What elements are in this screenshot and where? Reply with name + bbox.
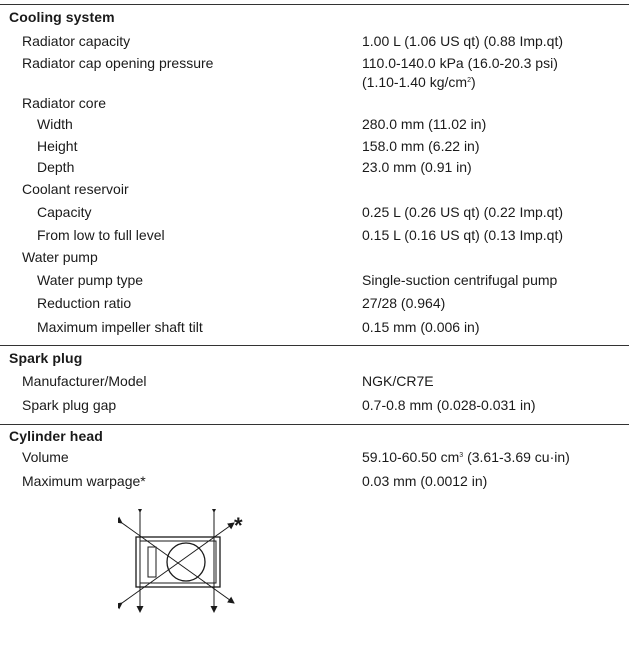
label-radiator-core: Radiator core (22, 95, 107, 111)
label-spark-plug-gap: Spark plug gap (22, 397, 117, 413)
value-reduction-ratio: 27/28 (0.964) (362, 295, 446, 311)
label-core-height: Height (37, 138, 78, 154)
value-cap-pressure: 110.0-140.0 kPa (16.0-20.3 psi) (362, 55, 558, 71)
value-manufacturer-model: NGK/CR7E (362, 373, 434, 389)
label-volume: Volume (22, 449, 69, 465)
warpage-asterisk: * (234, 513, 243, 538)
value-core-depth: 23.0 mm (0.91 in) (362, 159, 472, 175)
section-title-cooling: Cooling system (9, 9, 115, 25)
label-reduction-ratio: Reduction ratio (37, 295, 132, 311)
label-pump-type: Water pump type (37, 272, 144, 288)
label-reservoir-capacity: Capacity (37, 204, 92, 220)
section-title-cylinder-head: Cylinder head (9, 428, 103, 444)
value-radiator-capacity: 1.00 L (1.06 US qt) (0.88 Imp.qt) (362, 33, 564, 49)
value-shaft-tilt: 0.15 mm (0.006 in) (362, 319, 480, 335)
label-shaft-tilt: Maximum impeller shaft tilt (37, 319, 203, 335)
label-max-warpage: Maximum warpage* (22, 473, 146, 489)
value-cap-pressure-kgcm2: (1.10-1.40 $kg/cm^2$) (362, 74, 476, 90)
value-spark-plug-gap: 0.7-0.8 mm (0.028-0.031 in) (362, 397, 536, 413)
section-divider (0, 345, 629, 346)
section-divider (0, 424, 629, 425)
label-water-pump: Water pump (22, 249, 98, 265)
value-volume: 59.10-60.50 $cm^3$ (3.61-3.69 cu·in) (362, 449, 570, 465)
section-divider (0, 4, 629, 5)
label-core-width: Width (37, 116, 73, 132)
label-low-to-full: From low to full level (37, 227, 165, 243)
label-cap-pressure: Radiator cap opening pressure (22, 55, 214, 71)
cylinder-head-warpage-diagram (118, 509, 258, 619)
value-low-to-full: 0.15 L (0.16 US qt) (0.13 Imp.qt) (362, 227, 564, 243)
label-radiator-capacity: Radiator capacity (22, 33, 131, 49)
value-pump-type: Single-suction centrifugal pump (362, 272, 558, 288)
label-core-depth: Depth (37, 159, 75, 175)
value-max-warpage: 0.03 mm (0.0012 in) (362, 473, 488, 489)
value-core-width: 280.0 mm (11.02 in) (362, 116, 487, 132)
section-title-spark-plug: Spark plug (9, 350, 83, 366)
label-manufacturer-model: Manufacturer/Model (22, 373, 147, 389)
value-core-height: 158.0 mm (6.22 in) (362, 138, 480, 154)
label-coolant-reservoir: Coolant reservoir (22, 181, 129, 197)
value-reservoir-capacity: 0.25 L (0.26 US qt) (0.22 Imp.qt) (362, 204, 564, 220)
